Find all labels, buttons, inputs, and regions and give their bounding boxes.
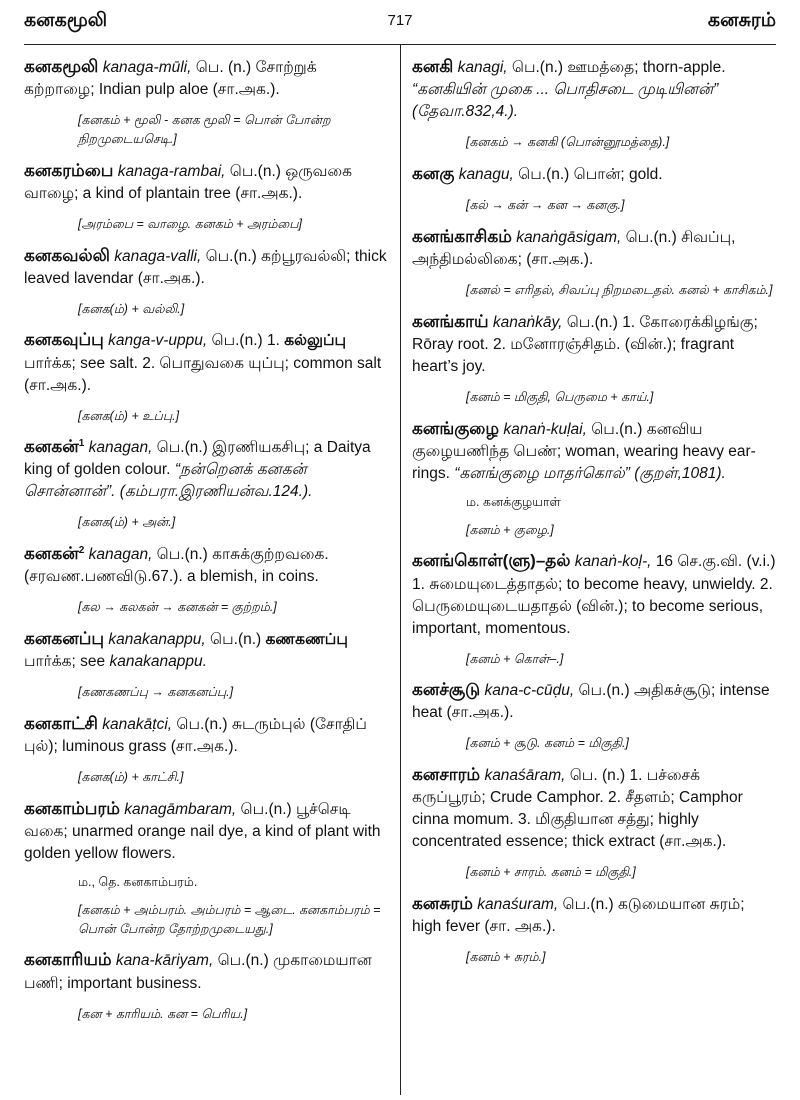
etymology-note: [கனக(ம்) + காட்சி.] (78, 770, 184, 784)
entry-headword: கனகாட்சி (24, 713, 98, 733)
definition-text: பெ.(n.) கடுமையான சுரம்; high fever (சா. அக.). (412, 896, 745, 936)
header-left-guideword: கனகமூலி (24, 10, 108, 31)
left-column (24, 45, 400, 1095)
etymology-note: [கனகம் + மூலி - கனக மூலி = பொன் போன்ற நிறமுடையசெடி.] (78, 113, 331, 146)
entry-transliteration: kanagi, (457, 59, 508, 76)
definition-text: பெ.(n.) கனவிய குழையணிந்த பெண்; woman, wearing heavy ear-rings. (412, 420, 756, 482)
dictionary-entry (24, 159, 388, 234)
dictionary-entry (412, 55, 776, 152)
entry-transliteration: kanaga-valli, (114, 247, 202, 265)
entry-transliteration: kanagan, (88, 546, 153, 564)
entry-definition (24, 159, 388, 205)
two-column-body (24, 45, 776, 1095)
entry-headword: கனகரம்பை (24, 160, 114, 180)
column-divider (400, 45, 401, 1095)
entry-transliteration: kana-c-cūḍu, (484, 682, 575, 700)
definition-text: பார்க்க; see (24, 653, 110, 671)
entry-transliteration: kanga-v-uppu, (108, 332, 208, 350)
definition-text: பெ.(n.) காசுக்குற்றவகை. (சரவண.பணவிடு.67.). a blemish, in coins. (24, 546, 329, 586)
definition-text: பெ.(n.) 1. கோரைக்கிழங்கு; Rōray root. 2. மனோரஞ்சிதம். (வின்.); fragrant heart’s joy. (412, 313, 758, 375)
etymology-note: [கன + காரியம். கன = பெரிய.] (78, 1006, 248, 1021)
dictionary-entry (412, 892, 776, 967)
entry-transliteration: kanaṅ-koḷ-, (574, 553, 652, 571)
etymology-note: [கல் → கன் → கன → கனகு.] (466, 198, 625, 212)
dictionary-entry (24, 244, 388, 319)
dictionary-entry (412, 678, 776, 753)
entry-definition (24, 712, 388, 758)
entry-headword: கனகாரியம் (24, 950, 112, 970)
etymology-note: [கனம் = மிகுதி, பெருமை + காய்.] (466, 389, 654, 404)
entry-headword: கனகன் (24, 544, 79, 564)
dictionary-entry (24, 328, 388, 425)
dictionary-entry (412, 225, 776, 300)
etymology-note: [கனம் + சூடு. கனம் = மிகுதி.] (466, 736, 629, 751)
entry-transliteration: kanakāṭci, (102, 715, 173, 733)
etymology-note: [கனகம் + அம்பரம். அம்பரம் = ஆடை. கனகாம்பரம் = பொன் போன்ற தோற்றமுடையது.] (78, 902, 381, 936)
dictionary-entry (412, 763, 776, 882)
etymology-note: [கனல் = எரிதல், சிவப்பு நிறமடைதல். கனல் + காசிகம்.] (466, 282, 773, 297)
entry-definition (412, 225, 776, 271)
entry-transliteration: kanagan, (88, 439, 153, 457)
entry-definition (24, 55, 388, 101)
dictionary-entry (24, 435, 388, 532)
entry-definition (412, 162, 776, 186)
entry-definition (412, 549, 776, 639)
entry-definition (412, 678, 776, 724)
definition-text: பெ.(n.) சுடரும்புல் (சோதிப் புல்); luminous grass (சா.அக.). (24, 715, 367, 755)
definition-text: பெ.(n.) (205, 631, 266, 648)
dictionary-entry (24, 797, 388, 939)
entry-headword: கனகவுப்பு (24, 330, 104, 350)
etymology-note: [அரம்பை = வாழை. கனகம் + அரம்பை] (78, 216, 303, 231)
entry-definition (24, 328, 388, 396)
header-right-guideword: கனசுரம் (707, 10, 776, 31)
entry-headword: கனச்சூடு (412, 680, 481, 700)
entry-definition (412, 763, 776, 853)
definition-text: பெ.(n.) சிவப்பு, அந்திமல்லிகை; (சா.அக.). (412, 228, 736, 268)
definition-text: பெ.(n.) கற்பூரவல்லி; thick leaved lavendar (சா.அக.). (24, 247, 387, 287)
entry-definition (24, 797, 388, 865)
cross-reference: கல்லுப்பு (284, 332, 347, 350)
entry-headword: கனகி (412, 57, 454, 76)
entry-headword: கனகவல்லி (24, 245, 110, 265)
dictionary-entry (412, 549, 776, 668)
cognates-note: ம., தெ. கனகாம்பரம். (78, 874, 198, 889)
page-header (24, 0, 776, 45)
etymology-note: [கனக(ம்) + வல்லி.] (78, 301, 185, 316)
entry-transliteration: kanaṅkāy, (492, 313, 563, 331)
entry-definition (24, 948, 388, 994)
entry-transliteration: kanaṅ-kuḷai, (503, 420, 587, 438)
entry-headword: கனசுரம் (412, 894, 473, 913)
dictionary-entry (412, 310, 776, 407)
dictionary-entry (412, 162, 776, 215)
entry-transliteration: kanaśuram, (477, 896, 559, 913)
definition-text: பெ. (n.) சோற்றுக் கற்றாழை; Indian pulp aloe (சா.அக.). (24, 59, 317, 99)
etymology-note: [கனம் + சாரம். கனம் = மிகுதி.] (466, 865, 636, 880)
entry-transliteration: kana-kāriyam, (115, 952, 214, 970)
etymology-note: [கனக(ம்) + உப்பு.] (78, 408, 180, 423)
entry-transliteration: kanaṅgāsigam, (516, 228, 622, 246)
citation-quote: “கனகியின் முகை ... பொதிசடை முடியினன்” (தேவா.832,4.). (412, 81, 719, 121)
dictionary-entry (24, 542, 388, 617)
entry-transliteration: kanaga-mūli, (102, 59, 192, 76)
entry-headword: கனங்கொள்(ளு)–தல் (412, 551, 571, 571)
etymology-note: [கனகம் → கனகி (பொன்னூமத்தை).] (466, 135, 670, 150)
definition-text: பெ.(n.) முகாமையான பணி; important business. (24, 952, 372, 992)
etymology-note: [கனம் + கொள்–.] (466, 651, 564, 666)
etymology-note: [கணகணப்பு → கனகனப்பு.] (78, 685, 234, 700)
entry-transliteration: kanaga-rambai, (117, 162, 226, 180)
entry-definition (412, 55, 776, 123)
dictionary-entry (24, 712, 388, 787)
definition-text: பெ.(n.) ஒருவகை வாழை; a kind of plantain tree (சா.அக.). (24, 162, 352, 202)
dictionary-entry (24, 948, 388, 1023)
entry-headword: கனங்காசிகம் (412, 226, 512, 246)
cross-reference: கணகணப்பு (265, 631, 348, 648)
entry-transliteration: kanagāmbaram, (124, 800, 237, 818)
entry-definition (24, 244, 388, 290)
definition-text: பெ. (n.) 1. பச்சைக் கருப்பூரம்; Crude Camphor. 2. சீதளம்; Camphor cinna momum. 3. மிகுதியான சத்து; highly concentrated essence; thick extract (சா.அக.). (412, 767, 743, 851)
etymology-note: [கல → கலகன் → கனகன் = குற்றம்.] (78, 600, 277, 615)
etymology-note: [கனம் + சுரம்.] (466, 950, 546, 965)
citation-quote: “நன்றெனக் கனகன் சொன்னான்”. (கம்பரா.இரணியன்வ.124.). (24, 461, 313, 501)
definition-text: பெ.(n.) 1. (207, 332, 285, 350)
etymology-note: [கனம் + குழை.] (466, 522, 554, 537)
definition-text: 16 செ.கு.வி. (v.i.) 1. சுமையுடைத்தாதல்; to become heavy, unwieldy. 2. பெருமையுடையதாதல் (வின்.); to become serious, important, momentous. (412, 553, 776, 637)
homograph-number: 2 (78, 544, 85, 556)
cognates-note: ம. கனக்குழயாள் (466, 494, 561, 509)
entry-headword: கனசாரம் (412, 765, 481, 785)
entry-definition (24, 435, 388, 503)
dictionary-entry (24, 627, 388, 702)
entry-headword: கனகு (412, 163, 455, 183)
entry-definition (24, 542, 388, 588)
definition-text: பெ.(n.) இரணியகசிபு; a Daitya king of golden colour. (24, 439, 371, 479)
entry-headword: கனகன் (24, 437, 79, 457)
entry-definition (412, 892, 776, 938)
citation-quote: “கனங்குழை மாதர்கொல்” (குறள்,1081). (454, 464, 726, 482)
definition-text: பெ.(n.) பூச்செடி வகை; unarmed orange nail dye, a kind of plant with golden yellow flowers. (24, 800, 381, 862)
etymology-note: [கனக(ம்) + அன்.] (78, 515, 176, 530)
entry-headword: கனகனப்பு (24, 629, 105, 648)
cross-reference-transliteration: kanakanappu. (109, 653, 207, 671)
definition-text: பெ.(n.) ஊமத்தை; thorn-apple. (507, 59, 726, 76)
entry-definition (412, 310, 776, 378)
right-column (400, 45, 776, 1095)
entry-transliteration: kanagu, (458, 165, 514, 183)
dictionary-entry (412, 417, 776, 540)
entry-headword: கனங்குழை (412, 418, 500, 438)
entry-headword: கனங்காய் (412, 311, 489, 331)
entry-definition (412, 417, 776, 485)
definition-text: பார்க்க; see salt. 2. பொதுவகை யுப்பு; common salt (சா.அக.). (24, 354, 382, 394)
entry-headword: கனகாம்பரம் (24, 798, 120, 818)
entry-transliteration: kanaśāram, (484, 767, 566, 785)
dictionary-entry (24, 55, 388, 149)
definition-text: பெ.(n.) அதிகச்சூடு; intense heat (சா.அக.). (412, 682, 770, 722)
definition-text: பெ.(n.) பொன்; gold. (513, 165, 663, 183)
page-number: 717 (387, 12, 413, 29)
entry-transliteration: kanakanappu, (108, 631, 206, 648)
entry-definition (24, 627, 388, 673)
entry-headword: கனகமூலி (24, 57, 99, 76)
homograph-number: 1 (78, 438, 85, 450)
